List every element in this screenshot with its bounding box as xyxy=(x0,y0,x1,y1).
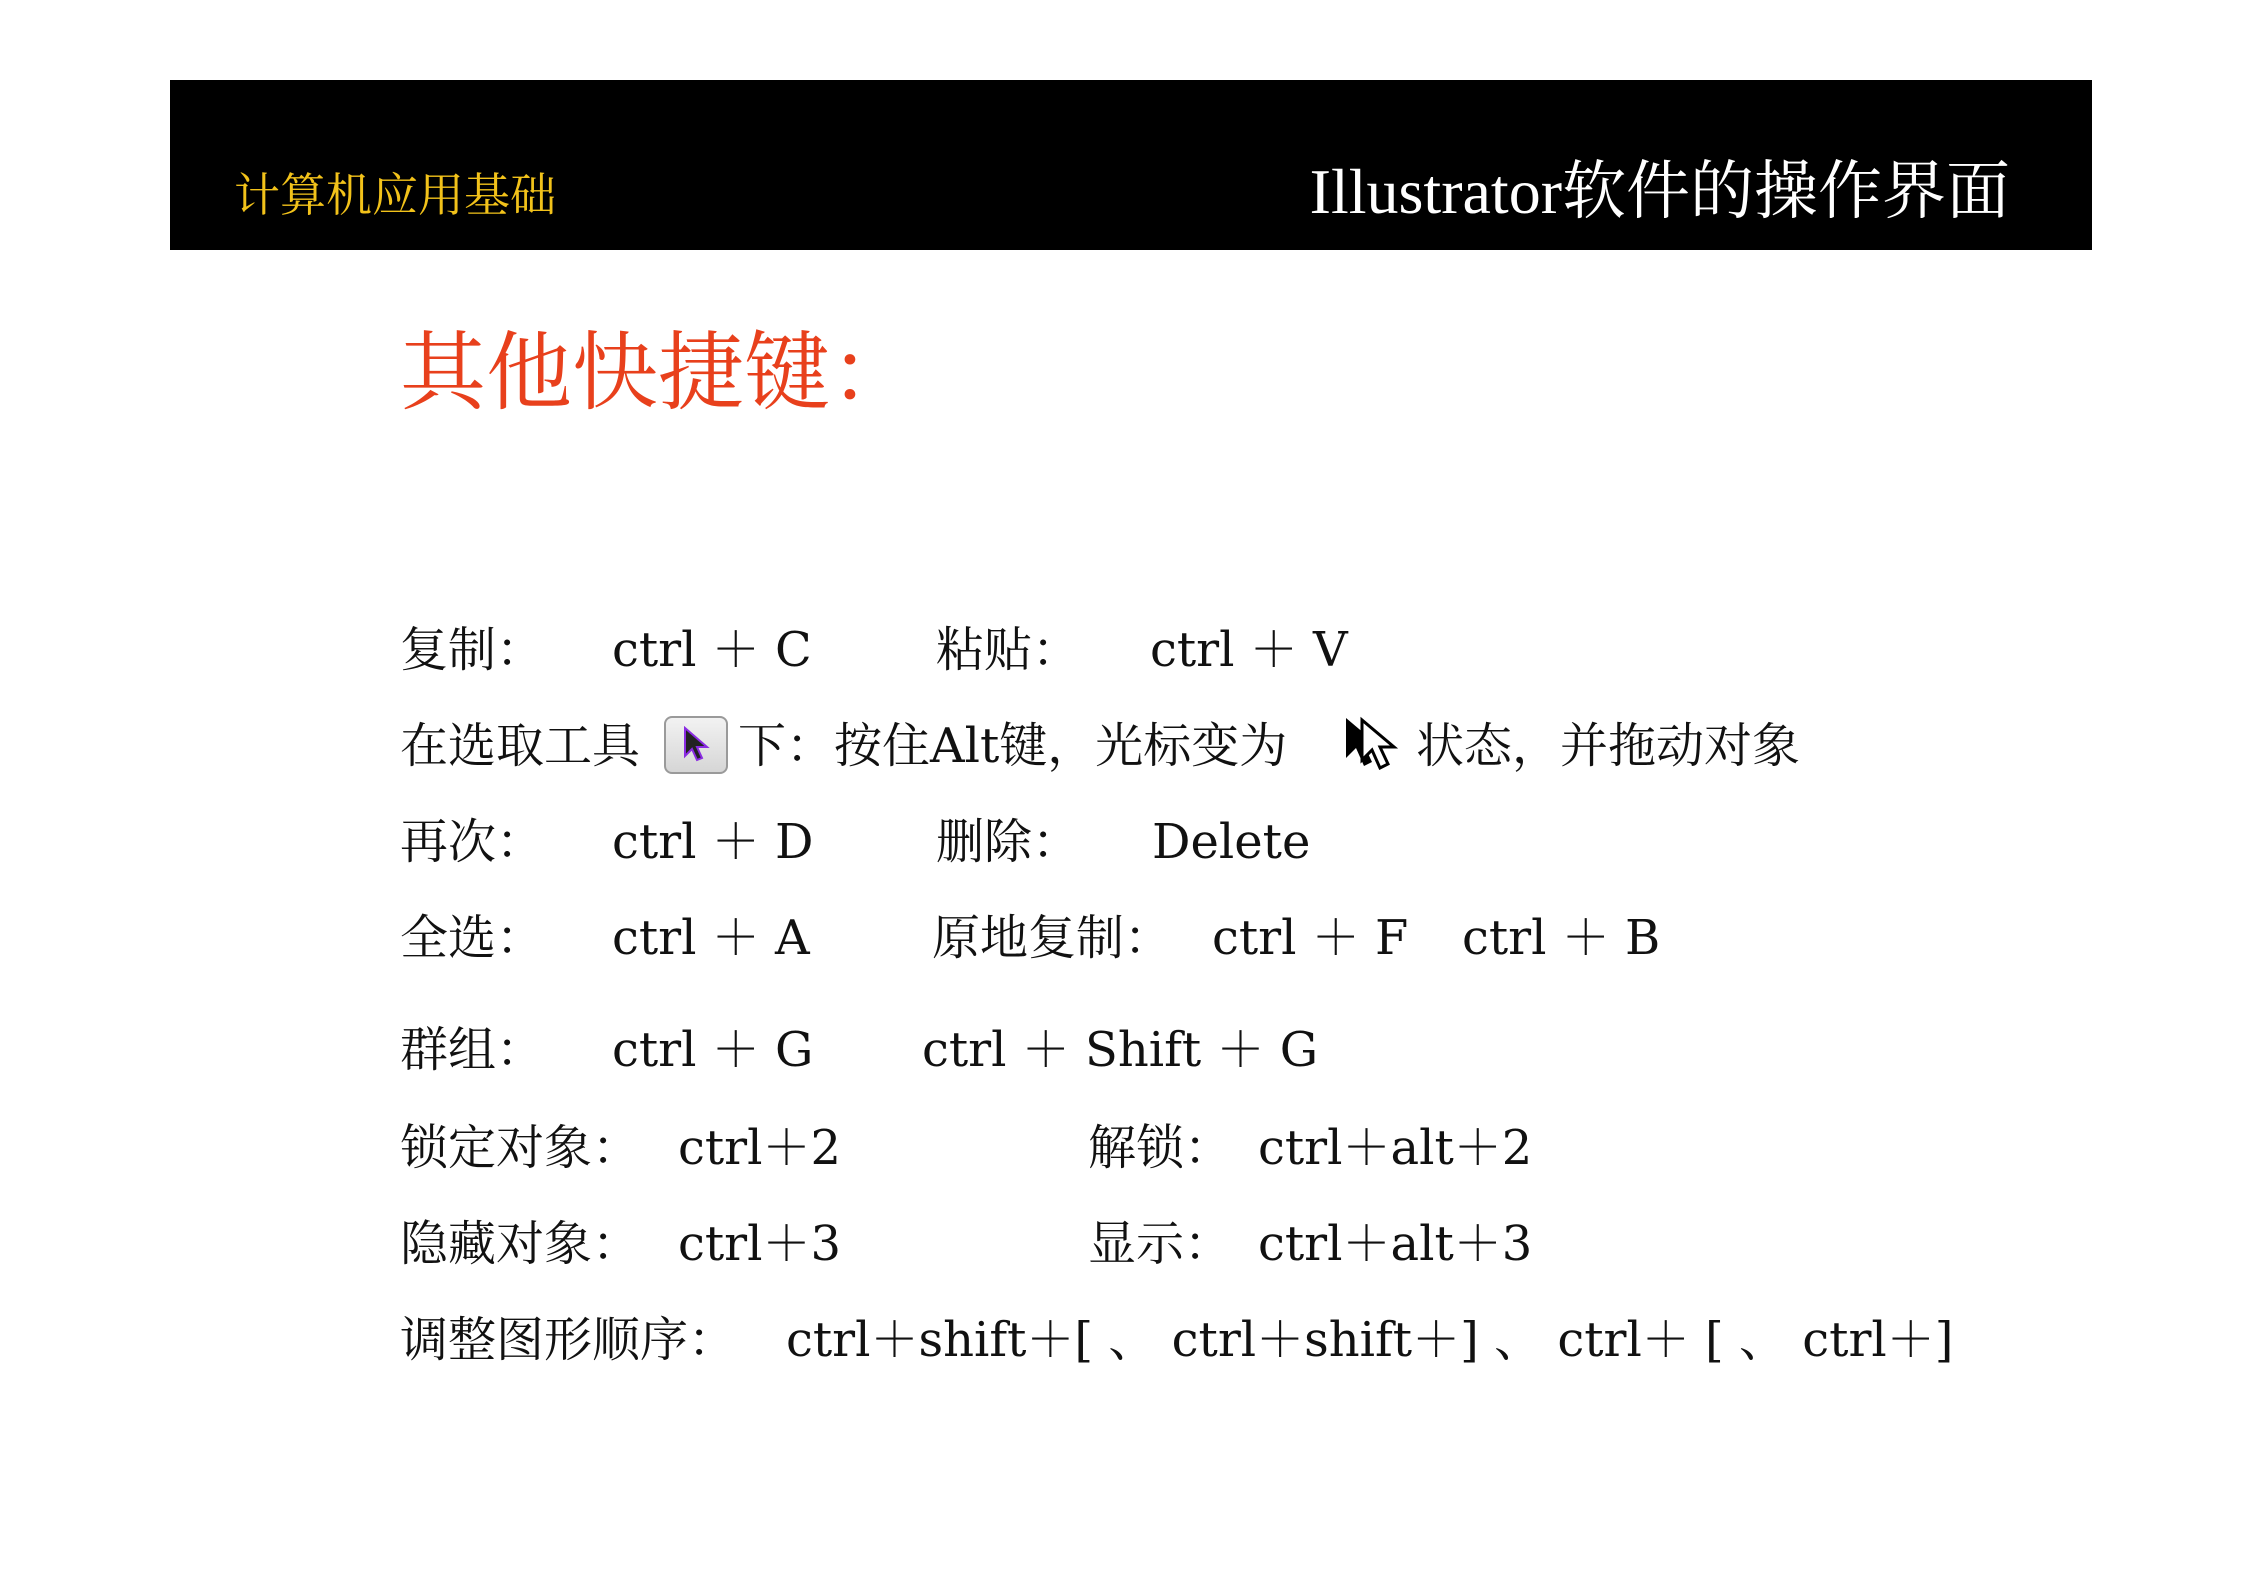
slide-header xyxy=(170,80,2092,250)
again-label: 再次： xyxy=(400,814,545,870)
course-title: 计算机应用基础 xyxy=(234,168,556,222)
select-tool-prefix: 在选取工具 xyxy=(400,718,641,774)
section-heading: 其他快捷键： xyxy=(400,323,916,423)
paste-label: 粘贴： xyxy=(936,622,1081,678)
arrange-keys: ctrl＋shift＋[ 、 ctrl＋shift＋] 、 ctrl＋ [ 、 ctrl＋] xyxy=(786,1312,1954,1368)
show-keys: ctrl＋alt＋3 xyxy=(1258,1216,1533,1272)
lock-label: 锁定对象： xyxy=(400,1120,641,1176)
paste-in-place-label: 原地复制： xyxy=(932,910,1173,966)
hide-label: 隐藏对象： xyxy=(400,1216,641,1272)
unlock-label: 解锁： xyxy=(1088,1120,1233,1176)
delete-label: 删除： xyxy=(936,814,1081,870)
selection-arrow-icon xyxy=(664,716,728,774)
select-tool-suffix: 下：按住Alt键，光标变为 xyxy=(738,718,1288,774)
select-tool-end: 状态，并拖动对象 xyxy=(1416,718,1801,774)
delete-keys: Delete xyxy=(1152,814,1311,870)
group-label: 群组： xyxy=(400,1022,545,1078)
unlock-keys: ctrl＋alt＋2 xyxy=(1258,1120,1533,1176)
show-label: 显示： xyxy=(1088,1216,1233,1272)
group-keys: ctrl ＋ G xyxy=(612,1022,814,1078)
select-all-keys: ctrl ＋ A xyxy=(612,910,810,966)
copy-keys: ctrl ＋ C xyxy=(612,622,812,678)
ungroup-keys: ctrl ＋ Shift ＋ G xyxy=(922,1022,1319,1078)
paste-keys: ctrl ＋ V xyxy=(1150,622,1348,678)
topic-title: Illustrator软件的操作界面 xyxy=(1309,156,2010,227)
paste-in-front-keys: ctrl ＋ F xyxy=(1212,910,1409,966)
lock-keys: ctrl＋2 xyxy=(678,1120,842,1176)
again-keys: ctrl ＋ D xyxy=(612,814,814,870)
arrange-label: 调整图形顺序： xyxy=(400,1312,737,1368)
copy-label: 复制： xyxy=(400,622,545,678)
paste-in-back-keys: ctrl ＋ B xyxy=(1462,910,1661,966)
select-all-label: 全选： xyxy=(400,910,545,966)
hide-keys: ctrl＋3 xyxy=(678,1216,842,1272)
duplicate-arrow-cursor-icon xyxy=(1344,716,1402,784)
